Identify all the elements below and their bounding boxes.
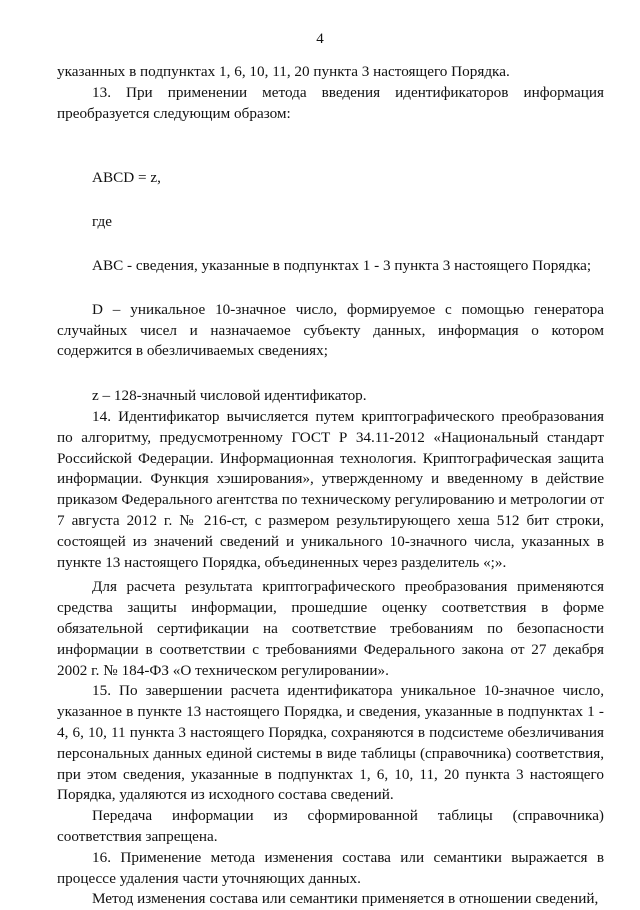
paragraph-15: 15. По завершении расчета идентификатора уникальное 10-значное число, указанное в пункте 13 настоящего Порядка, и сведения, указанные в подпунктах 1 - 4, 6, 10, 11 пункта 3 настоящего Порядка, сохраняются в подсистеме обезличивания персональных данных единой системы в виде таблицы (справочника) соответствия, при этом сведения, указанные в подпунктах 1, 6, 10, 11, 20 пункта 3 настоящего Порядка, удаляются из исходного состава сведений. <box>57 682 604 804</box>
document-body <box>57 62 604 910</box>
paragraph-continuation: указанных в подпунктах 1, 6, 10, 11, 20 пункта 3 настоящего Порядка. <box>57 63 510 80</box>
formula: ABCD = z, <box>92 169 161 187</box>
paragraph-14-2: Для расчета результата криптографического преобразования применяются средства защиты информации, прошедшие оценку соответствия в форме обязательной сертификации на соответствие требованиям по безопасности информации в соответствии с требованиями Федерального закона от 27 декабря 2002 г. № 184-ФЗ «О техническом регулировании». <box>57 578 604 679</box>
formula-where: где <box>92 213 112 231</box>
paragraph-13: 13. При применении метода введения идентификаторов информация преобразуется следующим образом: <box>57 83 604 122</box>
definition-d: D – уникальное 10-значное число, формируемое с помощью генератора случайных чисел и назначаемое субъекту данных, информация о котором содержится в обезличиваемых сведениях; <box>57 300 604 360</box>
paragraph-16: 16. Применение метода изменения состава или семантики выражается в процессе удаления части уточняющих данных. <box>57 848 604 887</box>
definition-z: z – 128-значный числовой идентификатор. <box>92 387 367 405</box>
paragraph-14: 14. Идентификатор вычисляется путем криптографического преобразования по алгоритму, предусмотренному ГОСТ Р 34.11-2012 «Национальный стандарт Российской Федерации. Информационная технология. Криптографическая защита информации. Функция хэширования», утвержденному и введенному в действие приказом Федерального агентства по техническому регулированию и метрологии от 7 августа 2012 г. № 216-ст, с размером результирующего хеша 512 бит строки, состоящей из значений сведений и уникального 10-значного числа, указанных в пункте 13 настоящего Порядка, объединенных через разделитель «;». <box>57 407 604 571</box>
page-number: 4 <box>316 31 324 47</box>
definition-abc: ABC - сведения, указанные в подпунктах 1 - 3 пункта 3 настоящего Порядка; <box>92 256 592 274</box>
paragraph-16-2: Метод изменения состава или семантики применяется в отношении сведений, <box>92 890 599 908</box>
paragraph-15-2: Передача информации из сформированной таблицы (справочника) соответствия запрещена. <box>57 807 604 845</box>
